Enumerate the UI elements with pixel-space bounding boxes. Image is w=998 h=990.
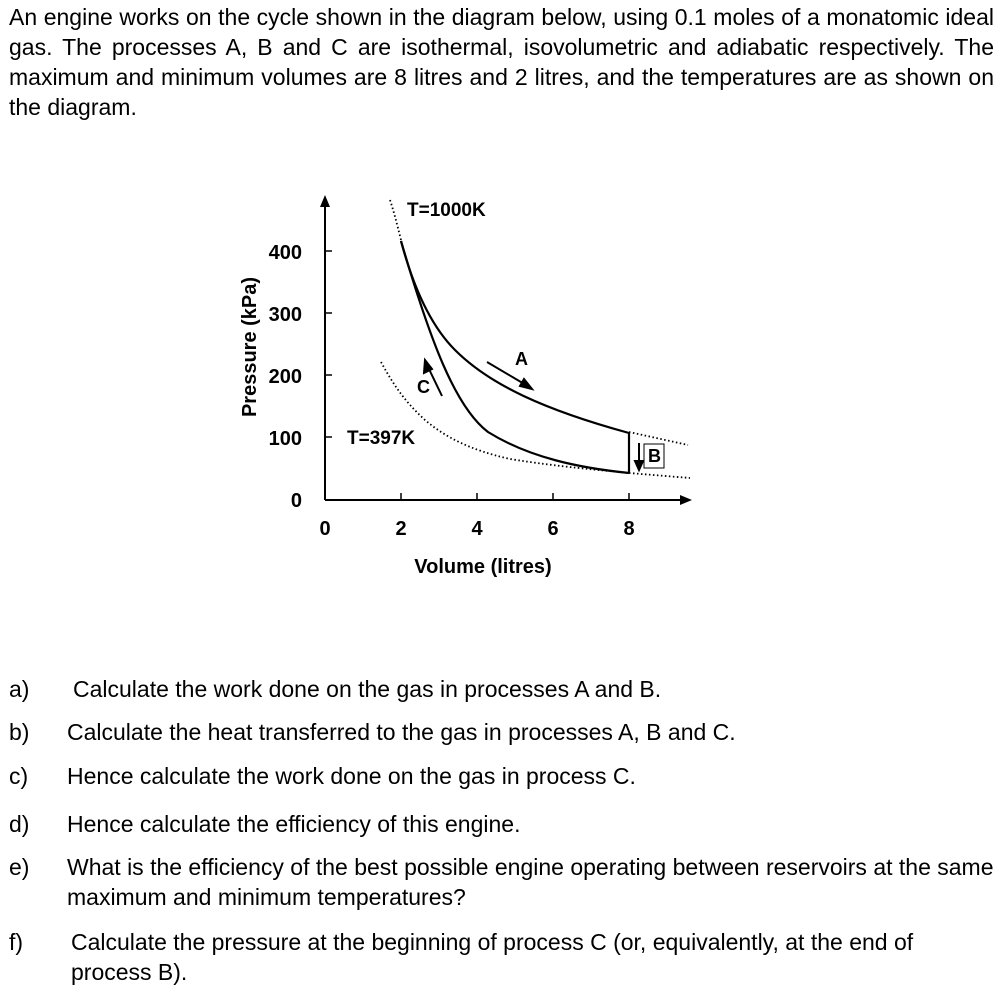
y-tick-label-400: 400 [268,242,302,264]
x-tick-label-2: 2 [395,518,407,540]
y-tick-label-300: 300 [268,304,302,326]
x-tick-label-6: 6 [547,518,559,540]
question-d [9,809,994,839]
question-b [9,717,994,747]
y-tick-label-0: 0 [290,490,302,512]
isotherm-high-upper-dotted [390,200,401,240]
y-axis-arrow [320,195,330,207]
question-e [9,852,994,912]
temperature-high-label: T=1000K [407,200,486,221]
isotherm-low-lower-dotted [629,473,690,478]
x-tick-label-4: 4 [471,518,483,540]
y-tick-label-200: 200 [268,366,302,388]
x-axis-arrow [680,495,692,505]
x-tick-label-0: 0 [319,518,331,540]
question-f-letter: f) [9,929,24,955]
question-e-text: What is the efficiency of the best possible engine operating between reservoirs at the same maximum and minimum temperatures? [67,854,994,910]
question-f [9,927,994,987]
process-c-arrow [428,367,442,396]
process-c-label: C [417,377,430,397]
x-tick-label-8: 8 [623,518,635,540]
y-axis-title: Pressure (kPa) [239,276,261,418]
process-a-curve [401,241,629,433]
question-a [9,674,994,704]
isotherm-high-lower-dotted [629,432,688,445]
question-b-text: Calculate the heat transferred to the gas in processes A, B and C. [67,719,736,745]
process-b-label: B [648,446,661,466]
process-b-arrowhead [635,461,643,470]
question-d-text: Hence calculate the efficiency of this engine. [67,811,521,837]
question-a-letter: a) [9,676,30,702]
question-f-text: Calculate the pressure at the beginning of process C (or, equivalently, at the end of process B). [71,929,914,985]
question-c-text: Hence calculate the work done on the gas in process C. [67,763,636,789]
process-a-label: A [515,349,528,369]
y-tick-label-100: 100 [268,428,302,450]
axes [325,203,684,500]
question-c [9,761,994,791]
problem-intro: An engine works on the cycle shown in the diagram below, using 0.1 moles of a monatomic ideal gas. The processes A, B and C are isothermal, isovolumetric and adiabatic respectively. The maximum and minimum volumes are 8 litres and 2 litres, and the temperatures are as shown on the diagram. [9,4,994,120]
question-c-letter: c) [9,763,29,789]
question-d-letter: d) [9,811,30,837]
x-axis-title: Volume (litres) [414,556,552,578]
question-e-letter: e) [9,854,30,880]
question-a-text: Calculate the work done on the gas in processes A and B. [73,676,662,702]
temperature-low-label: T=397K [347,428,416,449]
process-a-arrowhead [520,379,532,389]
question-b-letter: b) [9,719,30,745]
